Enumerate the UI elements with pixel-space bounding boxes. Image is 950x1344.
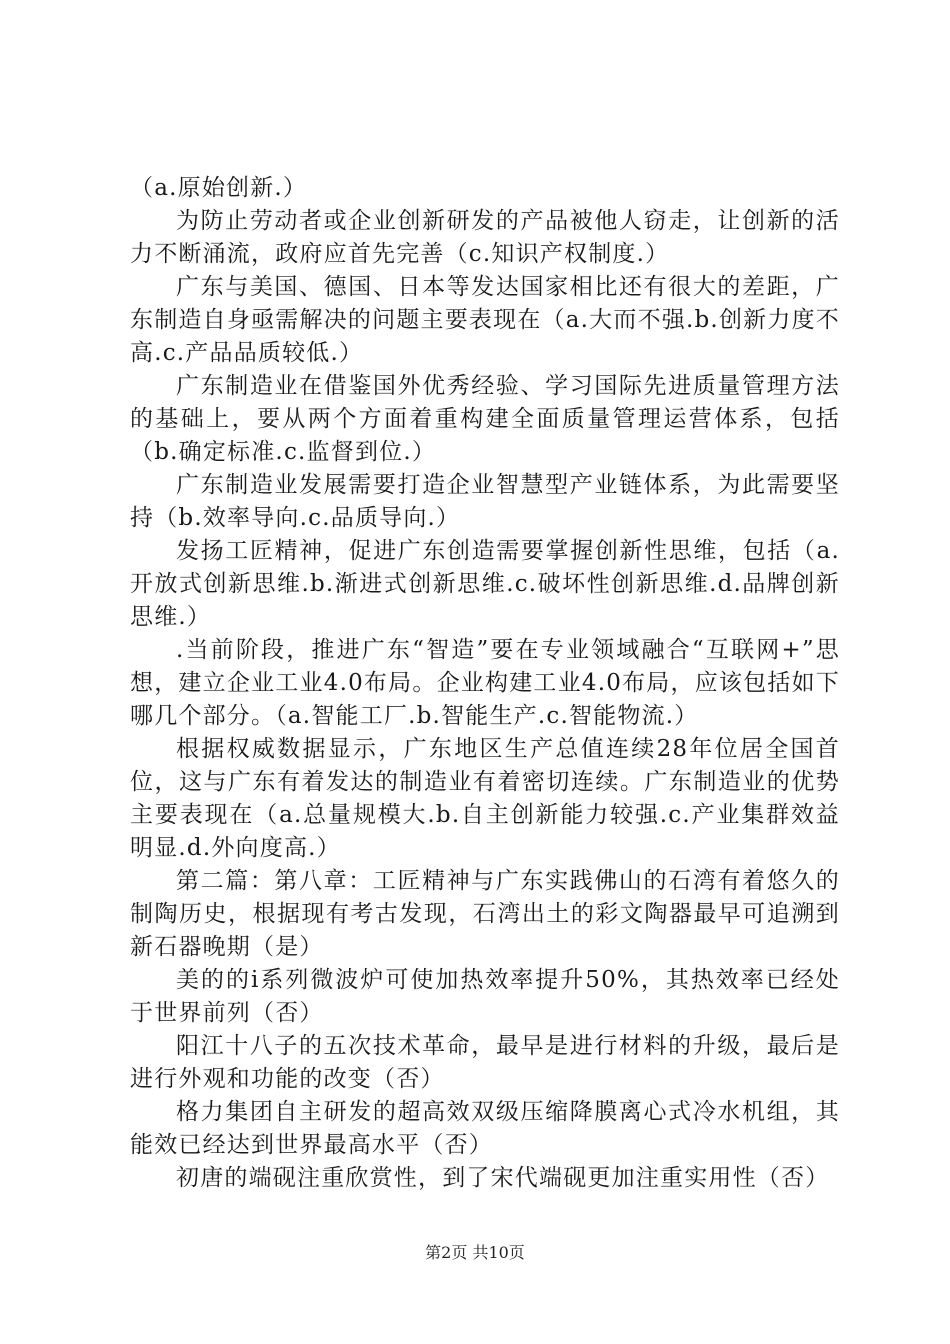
paragraph-chapter-eight-shiwan: 第二篇：第八章：工匠精神与广东实践佛山的石湾有着悠久的制陶历史，根据现有考古发现，石湾出土的彩文陶器最早可追溯到新石器晚期（是）: [130, 868, 840, 960]
document-body: [130, 172, 840, 1195]
paragraph-industry-4-0: .当前阶段，推进广东“智造”要在专业领域融合“互联网+”思想，建立企业工业4.0布局。企业构建工业4.0布局，应该包括如下哪几个部分。（a.智能工厂.b.智能生产.c.智能物流.）: [130, 637, 840, 729]
paragraph-guangdong-gap: 广东与美国、德国、日本等发达国家相比还有很大的差距，广东制造自身亟需解决的问题主要表现在（a.大而不强.b.创新力度不高.c.产品品质较低.）: [130, 274, 840, 366]
paragraph-innovative-thinking: 发扬工匠精神，促进广东创造需要掌握创新性思维，包括（a.开放式创新思维.b.渐进式创新思维.c.破坏性创新思维.d.品牌创新思维.）: [130, 538, 840, 630]
paragraph-duan-inkstone: 初唐的端砚注重欣赏性，到了宋代端砚更加注重实用性（否）: [176, 1165, 830, 1191]
paragraph-yangjiang-18: 阳江十八子的五次技术革命，最早是进行材料的升级，最后是进行外观和功能的改变（否）: [130, 1033, 840, 1092]
paragraph-answer-original-innovation: （a.原始创新.）: [130, 175, 308, 201]
page-footer: [0, 1243, 950, 1263]
paragraph-ip-system: 为防止劳动者或企业创新研发的产品被他人窃走，让创新的活力不断涌流，政府应首先完善（c.知识产权制度.）: [130, 208, 840, 267]
paragraph-quality-management: 广东制造业在借鉴国外优秀经验、学习国际先进质量管理方法的基础上，要从两个方面着重构建全面质量管理运营体系，包括（b.确定标准.c.监督到位.）: [130, 373, 840, 465]
paragraph-industry-chain: 广东制造业发展需要打造企业智慧型产业链体系，为此需要坚持（b.效率导向.c.品质导向.）: [130, 472, 840, 531]
paragraph-midea-microwave: 美的的i系列微波炉可使加热效率提升50%，其热效率已经处于世界前列（否）: [130, 967, 840, 1026]
page-number: 第2页 共10页: [425, 1243, 525, 1262]
paragraph-gree-chiller: 格力集团自主研发的超高效双级压缩降膜离心式冷水机组，其能效已经达到世界最高水平（否）: [130, 1099, 840, 1158]
paragraph-manufacturing-advantages: 根据权威数据显示，广东地区生产总值连续28年位居全国首位，这与广东有着发达的制造业有着密切连续。广东制造业的优势主要表现在（a.总量规模大.b.自主创新能力较强.c.产业集群效益明显.d.外向度高.）: [130, 736, 840, 861]
